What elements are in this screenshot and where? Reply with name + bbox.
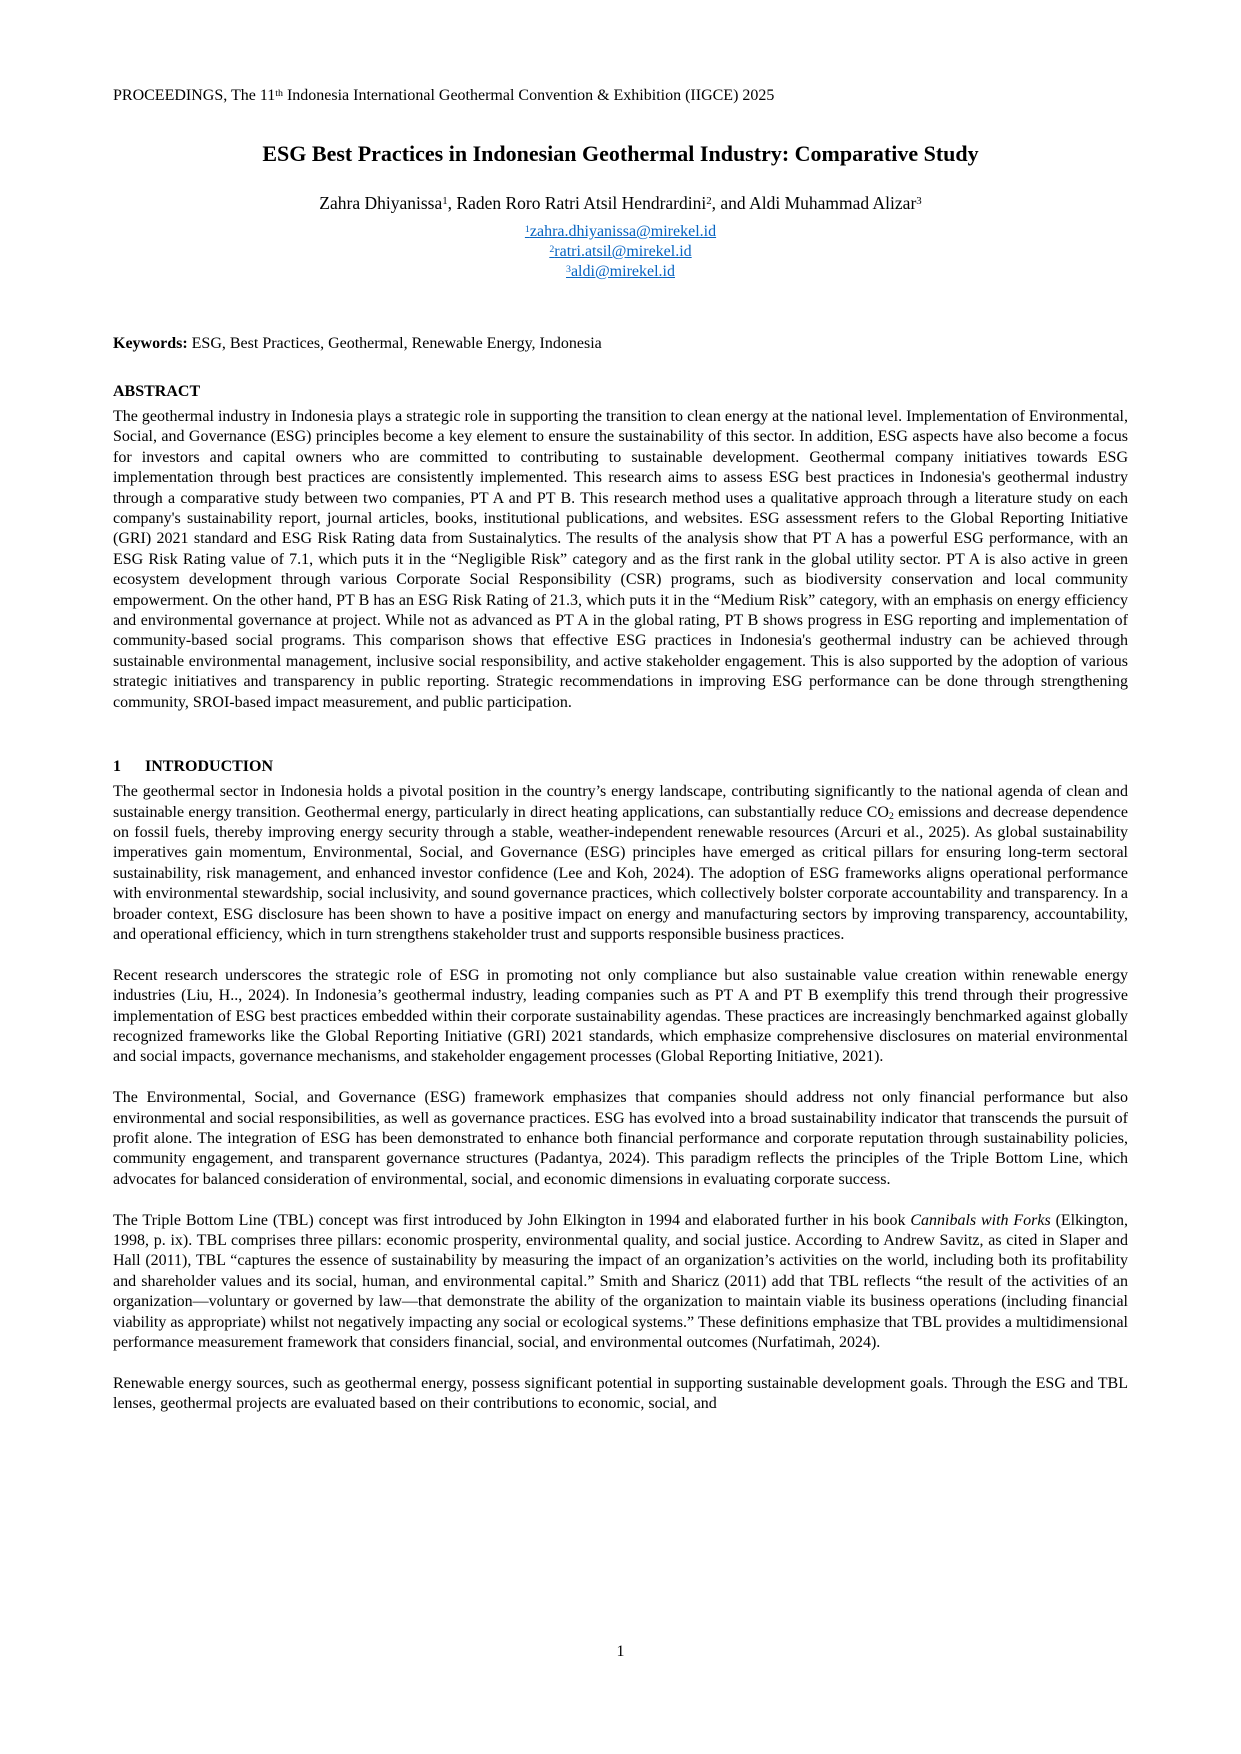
email-address-1: zahra.dhiyanissa@mirekel.id <box>529 223 717 240</box>
author-name-3: , and Aldi Muhammad Alizar <box>711 193 917 213</box>
authors-line <box>113 192 1128 214</box>
email-link-1[interactable] <box>525 223 716 240</box>
intro-paragraph-3: The Environmental, Social, and Governance (ESG) framework emphasizes that companies should address not only financial performance but also environmental and social responsibilities, as well as governance practices. ESG has evolved into a broad sustainability indicator that transcends the pursuit of profit alone. The integration of ESG has been demonstrated to enhance both financial performance and corporate reputation through sustainability policies, community engagement, and transparent governance structures (Padantya, 2024). This paradigm reflects the principles of the Triple Bottom Line, which advocates for balanced consideration of environmental, social, and economic dimensions in evaluating corporate success. <box>113 1089 1128 1188</box>
intro-paragraph-2: Recent research underscores the strategic role of ESG in promoting not only compliance but also sustainable value creation within renewable energy industries (Liu, H.., 2024). In Indonesia’s geothermal industry, leading companies such as PT A and PT B exemplify this trend through their progressive implementation of ESG best practices embedded within their corporate sustainability agendas. These practices are increasingly benchmarked against globally recognized frameworks like the Global Reporting Initiative (GRI) 2021 standards, which emphasize comprehensive disclosures on material environmental and social impacts, governance mechanisms, and stakeholder engagement processes (Global Reporting Initiative, 2021). <box>113 966 1128 1066</box>
email-superscript-1: 1 <box>524 223 530 235</box>
email-superscript-2: 2 <box>549 243 555 255</box>
introduction-heading-label: INTRODUCTION <box>145 758 274 776</box>
author-affiliation-superscript-2: 2 <box>706 195 712 208</box>
abstract-body: The geothermal industry in Indonesia plays a strategic role in supporting the transition to clean energy at the national level. Implementation of Environmental, Social, and Governance (ESG) principles become a key element to ensure the sustainability of this sector. In addition, ESG aspects have also become a focus for investors and capital owners who are committed to contributing to sustainable development. Geothermal company initiatives towards ESG implementation through best practices are consistently implemented. This research aims to assess ESG best practices in Indonesia's geothermal industry through a comparative study between two companies, PT A and PT B. This research method uses a qualitative approach through a literature study on each company's sustainability report, journal articles, books, institutional publications, and websites. ESG assessment refers to the Global Reporting Initiative (GRI) 2021 standard and ESG Risk Rating data from Sustainalytics. The results of the analysis show that PT A has a powerful ESG performance, with an ESG Risk Rating value of 7.1, which puts it in the “Negligible Risk” category and as the first rank in the global utility sector. PT A is also active in green ecosystem development through various Corporate Social Responsibility (CSR) programs, such as biodiversity conservation and local community empowerment. On the other hand, PT B has an ESG Risk Rating of 21.3, which puts it in the “Medium Risk” category, with an emphasis on energy efficiency and environmental governance at project. While not as advanced as PT A in the global rating, PT B shows progress in ESG reporting and implementation of community-based social programs. This comparison shows that effective ESG practices in Indonesia's geothermal industry can be achieved through sustainable environmental management, inclusive social responsibility, and active stakeholder engagement. This is also supported by the adoption of various strategic initiatives and transparency in public reporting. Strategic recommendations in improving ESG performance can be done through strengthening community, SROI-based impact measurement, and public participation. <box>113 408 1128 711</box>
introduction-heading <box>113 757 1128 777</box>
email-line-3 <box>113 262 1128 282</box>
author-name-1: Zahra Dhiyanissa <box>319 193 443 213</box>
page-number: 1 <box>616 1643 625 1660</box>
intro-paragraph-1-text-before-subscript: The geothermal sector in Indonesia holds a pivotal position in the country’s energy landscape, contributing significantly to the national agenda of clean and sustainable energy transition. Geothermal energy, particularly in direct heating applications, can substantially reduce CO <box>113 783 1128 821</box>
email-link-2[interactable] <box>549 243 691 260</box>
keywords-text: ESG, Best Practices, Geothermal, Renewable Energy, Indonesia <box>187 335 602 352</box>
proceedings-header <box>113 86 1128 106</box>
author-affiliation-superscript-1: 1 <box>442 195 448 208</box>
author-emails <box>113 222 1128 282</box>
email-link-3[interactable] <box>566 263 675 280</box>
paper-title: ESG Best Practices in Indonesian Geothermal Industry: Comparative Study <box>262 141 979 166</box>
proceedings-header-suffix: Indonesia International Geothermal Convention & Exhibition (IIGCE) 2025 <box>282 87 775 104</box>
author-affiliation-superscript-3: 3 <box>916 195 922 208</box>
intro-paragraph-4 <box>113 1211 1128 1354</box>
keywords-line <box>113 334 1128 354</box>
intro-paragraph-1-text-after-subscript: emissions and decrease dependence on fossil fuels, thereby improving energy security through a stable, weather-independent renewable resources (Arcuri et al., 2025). As global sustainability imperatives gain momentum, Environmental, Social, and Governance (ESG) principles have emerged as critical pillars for ensuring long-term sectoral sustainability, risk management, and enhanced investor confidence (Lee and Koh, 2024). The adoption of ESG frameworks aligns operational performance with environmental stewardship, social inclusivity, and sound governance practices, which collectively bolster corporate accountability and transparency. In a broader context, ESG disclosure has been shown to have a positive impact on energy and manufacturing sectors by improving transparency, accountability, and operational efficiency, which in turn strengthens stakeholder trust and supports responsible business practices. <box>113 803 1128 943</box>
intro-paragraph-1 <box>113 782 1128 945</box>
email-address-3: aldi@mirekel.id <box>570 263 675 280</box>
email-address-2: ratri.atsil@mirekel.id <box>554 243 692 260</box>
email-superscript-3: 3 <box>566 263 571 275</box>
intro-paragraph-5: Renewable energy sources, such as geothermal energy, possess significant potential in supporting sustainable development goals. Through the ESG and TBL lenses, geothermal projects are evaluated based on their contributions to economic, social, and <box>113 1374 1128 1413</box>
keywords-label: Keywords: <box>113 335 188 352</box>
email-line-1 <box>113 222 1128 242</box>
email-line-2 <box>113 242 1128 262</box>
abstract-heading: ABSTRACT <box>113 383 201 400</box>
proceedings-header-ordinal-superscript: th <box>275 87 283 99</box>
co2-subscript: 2 <box>888 811 894 823</box>
proceedings-header-prefix: PROCEEDINGS, The 11 <box>113 87 276 104</box>
intro-paragraph-4-text-after-italic: (Elkington, 1998, p. ix). TBL comprises three pillars: economic prosperity, environmental quality, and social justice. According to Andrew Savitz, as cited in Slaper and Hall (2011), TBL “captures the essence of sustainability by measuring the impact of an organization’s activities on the world, including both its profitability and shareholder values and its social, human, and environmental capital.” Smith and Sharicz (2011) add that TBL reflects “the result of the activities of an organization—voluntary or governed by law—that demonstrate the ability of the organization to maintain viable its business operations (including financial viability as appropriate) whilst not negatively impacting any social or ecological systems.” These definitions emphasize that TBL provides a multidimensional performance measurement framework that considers financial, social, and environmental outcomes (Nurfatimah, 2024). <box>113 1211 1129 1352</box>
author-name-2: , Raden Roro Ratri Atsil Hendrardini <box>447 193 707 213</box>
introduction-section-number: 1 <box>113 758 121 776</box>
intro-paragraph-4-text-before-italic: The Triple Bottom Line (TBL) concept was first introduced by John Elkington in 1994 and elaborated further in his book <box>113 1211 911 1229</box>
book-title-italic: Cannibals with Forks <box>910 1211 1051 1229</box>
